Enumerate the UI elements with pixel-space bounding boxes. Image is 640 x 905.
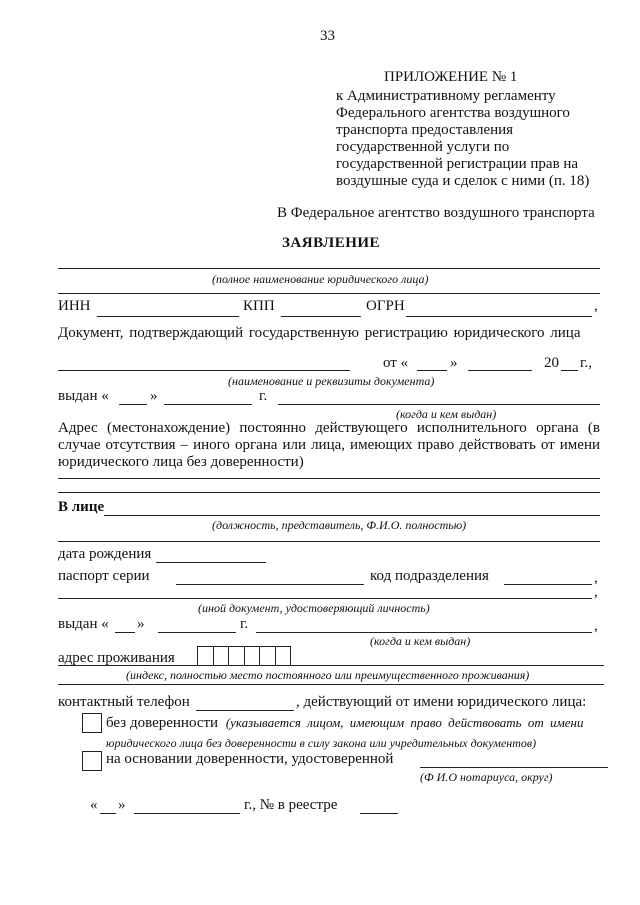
postal-index-cell[interactable] (260, 647, 276, 665)
appendix-line: государственной регистрации прав на (336, 156, 579, 172)
year-prefix: 20 (544, 355, 559, 371)
from-label: от « (383, 355, 409, 371)
postal-index-cells[interactable] (197, 646, 291, 666)
doc-name-hint: (наименование и реквизиты документа) (228, 374, 435, 388)
appendix-line: воздушные суда и сделок с ними (п. 18) (336, 173, 590, 189)
issued2-day-field[interactable] (115, 632, 135, 633)
appendix-line: к Административному регламенту (336, 88, 556, 104)
address-field[interactable] (58, 478, 600, 479)
address-block-label: Адрес (местонахождение) постоянно действующего исполнительного органа (в случае отсутствия – иного органа или лица, имеющих право действовать от имени юридического лица без доверенности) (58, 420, 600, 470)
with-poa-checkbox[interactable] (82, 751, 102, 771)
doc-year-field[interactable] (561, 370, 578, 371)
inn-label: ИНН (58, 298, 91, 314)
comma: , (594, 298, 598, 314)
without-poa-label (106, 715, 584, 732)
postal-index-cell[interactable] (245, 647, 261, 665)
issued-day-field[interactable] (119, 404, 147, 405)
quote-close: » (450, 355, 458, 371)
issued-by-field[interactable] (278, 404, 600, 405)
ogrn-label: ОГРН (366, 298, 405, 314)
other-doc-field[interactable] (58, 598, 592, 599)
residence-field[interactable] (58, 665, 604, 666)
without-poa-note: (указывается лицом, имеющим право действовать от имени (225, 715, 584, 730)
year-suffix: г., (580, 355, 592, 371)
without-poa-note-2: юридического лица без доверенности в силу закона или учредительных документов) (106, 736, 537, 750)
kpp-field[interactable] (281, 316, 361, 317)
residence-hint: (индекс, полностью место постоянного или преимущественного проживания) (126, 668, 530, 682)
postal-index-cell[interactable] (276, 647, 291, 665)
in-person-field[interactable] (104, 515, 600, 516)
appendix-line: транспорта предоставления (336, 122, 514, 138)
address-field-2[interactable] (58, 492, 600, 493)
footer-quote-open: « (90, 797, 98, 813)
g-label: г. (259, 388, 268, 404)
acting-label: , действующий от имени юридического лица: (296, 694, 587, 710)
doc-month-field[interactable] (468, 370, 532, 371)
legal-name-hint: (полное наименование юридического лица) (212, 272, 429, 286)
doc-name-field[interactable] (58, 370, 350, 371)
issued-by-hint-2: (когда и кем выдан) (370, 634, 471, 648)
without-poa-text: без доверенности (106, 715, 219, 731)
g-label-2: г. (240, 616, 249, 632)
doc-line-label: Документ, подтверждающий государственную регистрацию юридического лица (58, 325, 581, 341)
appendix-line: государственной услуги по (336, 139, 510, 155)
legal-name-field[interactable] (58, 268, 600, 269)
notary-hint: (Ф И.О нотариуса, округ) (420, 770, 553, 784)
quote-close: » (150, 388, 158, 404)
issued-label-2: выдан « (58, 616, 109, 632)
passport-series-field[interactable] (176, 584, 364, 585)
inn-field[interactable] (97, 316, 239, 317)
contact-phone-label: контактный телефон (58, 694, 190, 710)
footer-day-field[interactable] (100, 813, 116, 814)
with-poa-label: на основании доверенности, удостоверенной (106, 751, 394, 767)
comma: , (594, 570, 598, 586)
contact-phone-field[interactable] (196, 710, 294, 711)
quote-close: » (137, 616, 145, 632)
legal-name-field-2[interactable] (58, 293, 600, 294)
form-heading: ЗАЯВЛЕНИЕ (282, 235, 381, 251)
in-person-label: В лице (58, 499, 105, 515)
ogrn-field[interactable] (406, 316, 592, 317)
comma: , (594, 618, 598, 634)
postal-index-cell[interactable] (198, 647, 214, 665)
residence-field-2[interactable] (58, 684, 604, 685)
postal-index-cell[interactable] (229, 647, 245, 665)
appendix-reference (336, 88, 589, 190)
issued-label: выдан « (58, 388, 109, 404)
appendix-title: ПРИЛОЖЕНИЕ № 1 (384, 69, 518, 85)
issued-month-field[interactable] (164, 404, 252, 405)
registry-number-field[interactable] (360, 813, 398, 814)
other-doc-hint: (иной документ, удостоверяющий личность) (198, 601, 430, 615)
notary-field[interactable] (420, 767, 608, 768)
residence-label: адрес проживания (58, 650, 175, 666)
birth-date-label: дата рождения (58, 546, 152, 562)
issued2-month-field[interactable] (158, 632, 236, 633)
issued2-by-field[interactable] (256, 632, 592, 633)
kpp-label: КПП (243, 298, 275, 314)
footer-registry-label: г., № в реестре (244, 797, 338, 813)
page-number: 33 (320, 28, 335, 44)
addressee: В Федеральное агентство воздушного транспорта (277, 205, 595, 221)
birth-date-field[interactable] (156, 562, 266, 563)
division-code-field[interactable] (504, 584, 592, 585)
doc-day-field[interactable] (417, 370, 447, 371)
footer-month-field[interactable] (134, 813, 240, 814)
passport-series-label: паспорт серии (58, 568, 150, 584)
footer-quote-close: » (118, 797, 126, 813)
issued-by-hint: (когда и кем выдан) (396, 407, 497, 421)
comma: , (594, 584, 598, 600)
person-hint: (должность, представитель, Ф.И.О. полностью) (212, 518, 467, 532)
division-code-label: код подразделения (370, 568, 489, 584)
appendix-line: Федерального агентства воздушного (336, 105, 570, 121)
without-poa-checkbox[interactable] (82, 713, 102, 733)
postal-index-cell[interactable] (214, 647, 230, 665)
person-field-2[interactable] (58, 541, 600, 542)
